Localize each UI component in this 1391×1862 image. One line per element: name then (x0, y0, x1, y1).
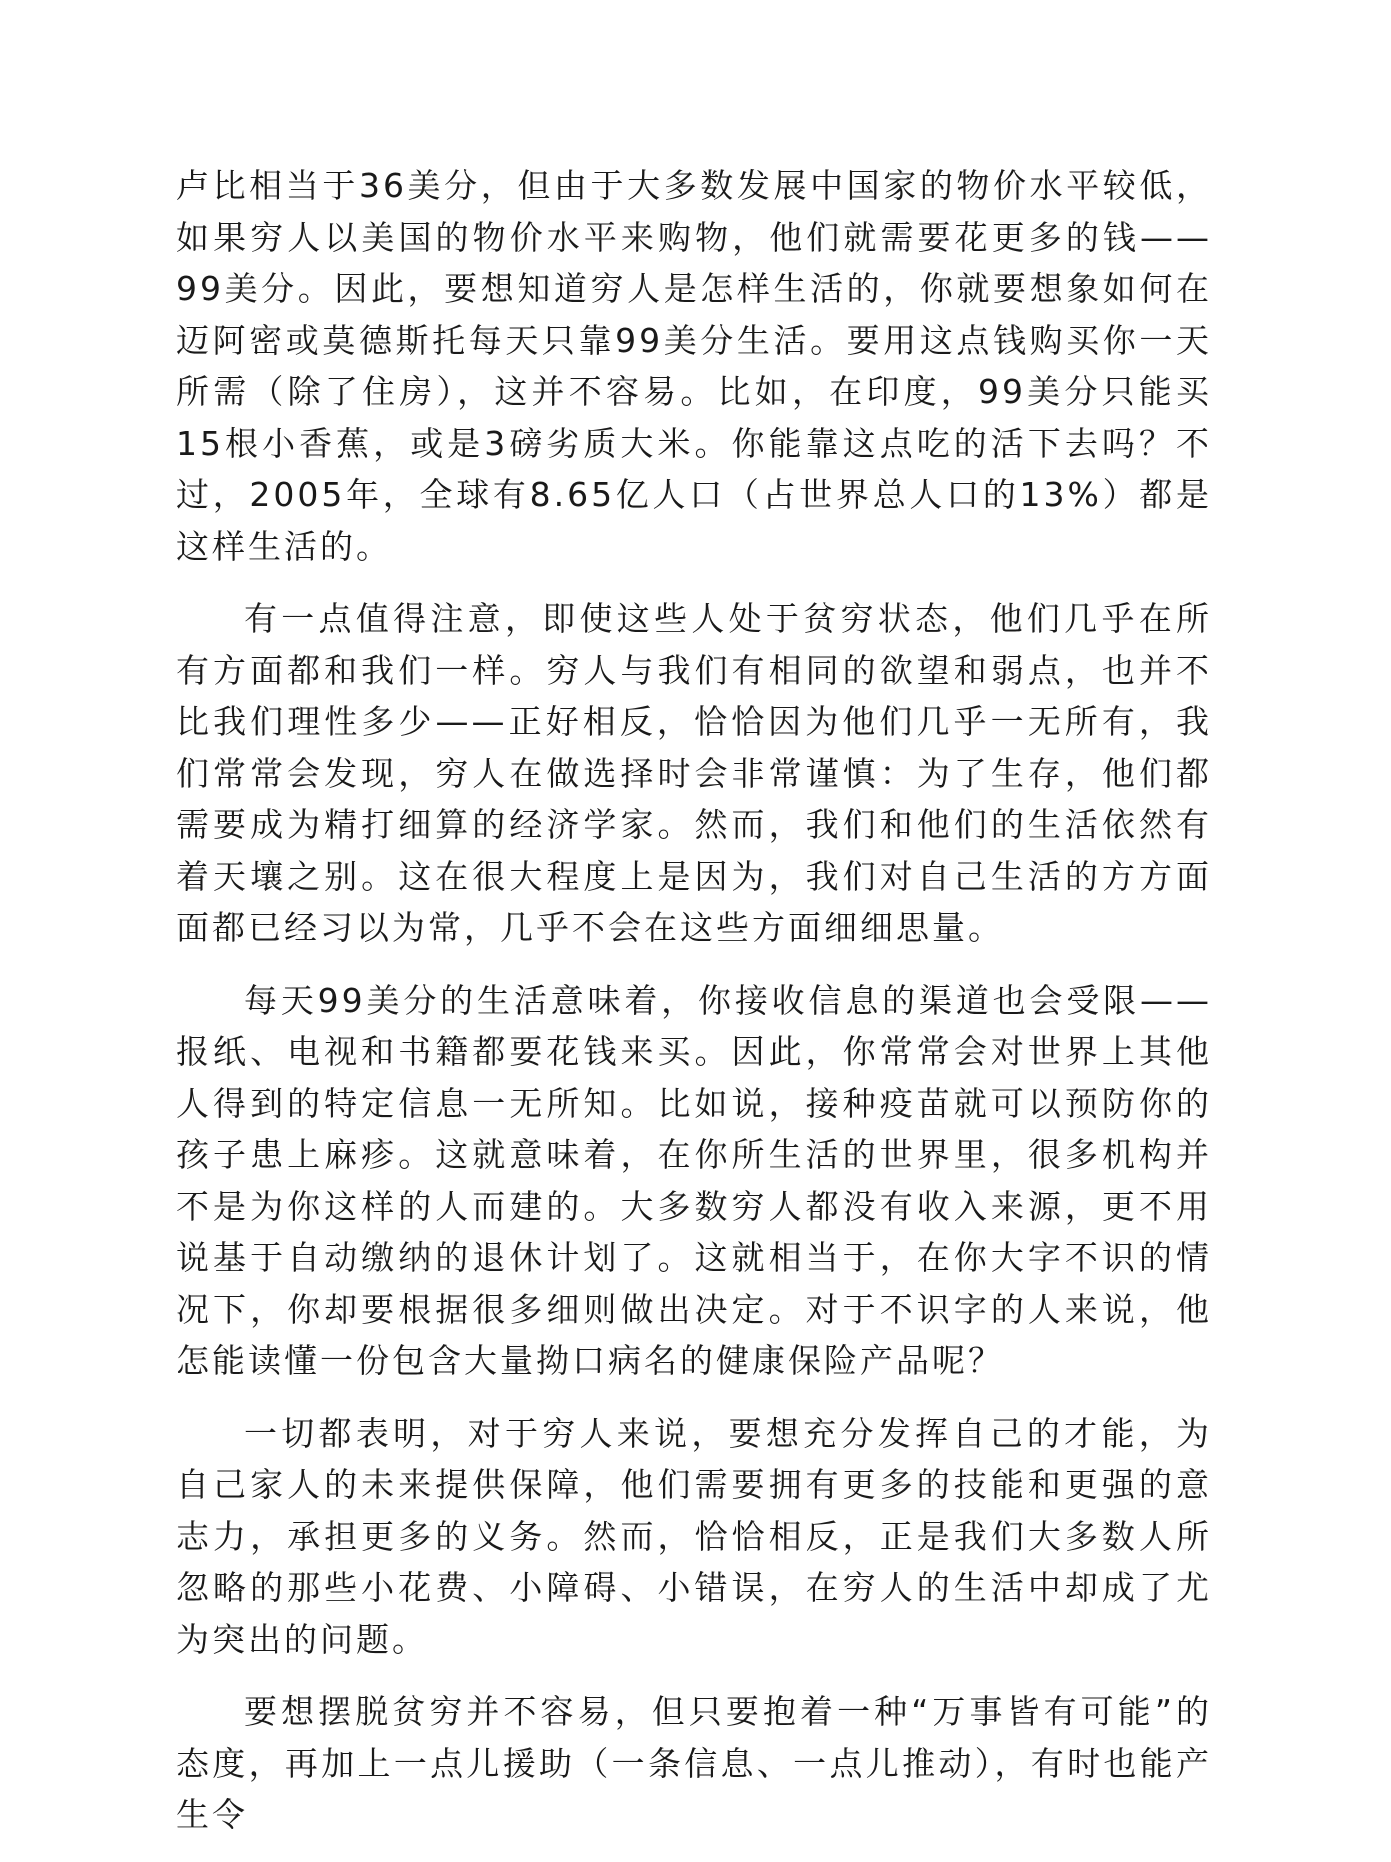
document-page (176, 160, 1212, 1862)
paragraph-5: 要想摆脱贫穷并不容易，但只要抱着一种“万事皆有可能”的态度，再加上一点儿援助（一条信息、一点儿推动），有时也能产生令 (176, 1692, 1212, 1834)
paragraph-2: 有一点值得注意，即使这些人处于贫穷状态，他们几乎在所有方面都和我们一样。穷人与我们有相同的欲望和弱点，也并不比我们理性多少——正好相反，恰恰因为他们几乎一无所有，我们常常会发现，穷人在做选择时会非常谨慎：为了生存，他们都需要成为精打细算的经济学家。然而，我们和他们的生活依然有着天壤之别。这在很大程度上是因为，我们对自己生活的方方面面都已经习以为常，几乎不会在这些方面细细思量。 (176, 599, 1212, 947)
paragraph-3: 每天99美分的生活意味着，你接收信息的渠道也会受限——报纸、电视和书籍都要花钱来买。因此，你常常会对世界上其他人得到的特定信息一无所知。比如说，接种疫苗就可以预防你的孩子患上麻疹。这就意味着，在你所生活的世界里，很多机构并不是为你这样的人而建的。大多数穷人都没有收入来源，更不用说基于自动缴纳的退休计划了。这就相当于，在你大字不识的情况下，你却要根据很多细则做出决定。对于不识字的人来说，他怎能读懂一份包含大量拗口病名的健康保险产品呢？ (176, 980, 1212, 1380)
paragraph-4: 一切都表明，对于穷人来说，要想充分发挥自己的才能，为自己家人的未来提供保障，他们需要拥有更多的技能和更强的意志力，承担更多的义务。然而，恰恰相反，正是我们大多数人所忽略的那些小花费、小障碍、小错误，在穷人的生活中却成了尤为突出的问题。 (176, 1413, 1212, 1659)
paragraph-1-continued: 卢比相当于36美分，但由于大多数发展中国家的物价水平较低，如果穷人以美国的物价水平来购物，他们就需要花更多的钱——99美分。因此，要想知道穷人是怎样生活的，你就要想象如何在迈阿密或莫德斯托每天只靠99美分生活。要用这点钱购买你一天所需（除了住房），这并不容易。比如，在印度，99美分只能买15根小香蕉，或是3磅劣质大米。你能靠这点吃的活下去吗？不过，2005年，全球有8.65亿人口（占世界总人口的13%）都是这样生活的。 (176, 166, 1212, 566)
